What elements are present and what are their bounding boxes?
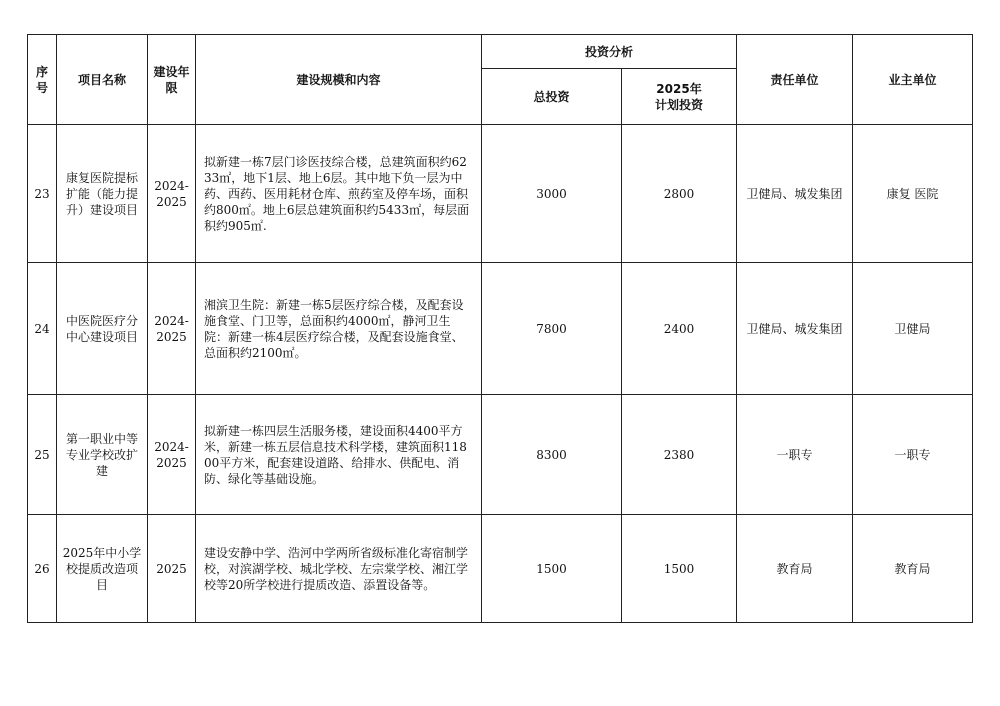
header-period: 建设年限 bbox=[148, 35, 196, 125]
cell-owner: 康复 医院 bbox=[853, 125, 973, 263]
cell-name: 康复医院提标扩能（能力提升）建设项目 bbox=[57, 125, 148, 263]
cell-total: 3000 bbox=[482, 125, 622, 263]
cell-seq: 25 bbox=[28, 395, 57, 515]
cell-period: 2024-2025 bbox=[148, 263, 196, 395]
header-name: 项目名称 bbox=[57, 35, 148, 125]
cell-responsible: 卫健局、城发集团 bbox=[737, 125, 853, 263]
cell-owner: 一职专 bbox=[853, 395, 973, 515]
table-row bbox=[28, 515, 973, 623]
header-total: 总投资 bbox=[482, 69, 622, 125]
cell-responsible: 教育局 bbox=[737, 515, 853, 623]
cell-plan: 1500 bbox=[622, 515, 737, 623]
cell-responsible: 卫健局、城发集团 bbox=[737, 263, 853, 395]
cell-responsible: 一职专 bbox=[737, 395, 853, 515]
cell-name: 中医院医疗分中心建设项目 bbox=[57, 263, 148, 395]
cell-period: 2024-2025 bbox=[148, 125, 196, 263]
cell-scope: 拟新建一栋四层生活服务楼，建设面积4400平方米，新建一栋五层信息技术科学楼，建筑面积11800平方米，配套建设道路、给排水、供配电、消防、绿化等基础设施。 bbox=[196, 395, 482, 515]
cell-plan: 2400 bbox=[622, 263, 737, 395]
table-row bbox=[28, 125, 973, 263]
table-row bbox=[28, 395, 973, 515]
cell-owner: 卫健局 bbox=[853, 263, 973, 395]
cell-name: 2025年中小学校提质改造项目 bbox=[57, 515, 148, 623]
cell-total: 1500 bbox=[482, 515, 622, 623]
header-owner: 业主单位 bbox=[853, 35, 973, 125]
header-responsible: 责任单位 bbox=[737, 35, 853, 125]
cell-total: 7800 bbox=[482, 263, 622, 395]
cell-period: 2025 bbox=[148, 515, 196, 623]
table-row bbox=[28, 263, 973, 395]
header-scope: 建设规模和内容 bbox=[196, 35, 482, 125]
cell-scope: 建设安静中学、浩河中学两所省级标准化寄宿制学校，对滨湖学校、城北学校、左宗棠学校、湘江学校等20所学校进行提质改造、添置设备等。 bbox=[196, 515, 482, 623]
cell-seq: 26 bbox=[28, 515, 57, 623]
cell-scope: 湘滨卫生院：新建一栋5层医疗综合楼，及配套设施食堂、门卫等，总面积约4000㎡，静河卫生院：新建一栋4层医疗综合楼，及配套设施食堂、总面积约2100㎡。 bbox=[196, 263, 482, 395]
cell-plan: 2380 bbox=[622, 395, 737, 515]
cell-plan: 2800 bbox=[622, 125, 737, 263]
cell-owner: 教育局 bbox=[853, 515, 973, 623]
cell-seq: 24 bbox=[28, 263, 57, 395]
header-plan-2025: 2025年 计划投资 bbox=[622, 69, 737, 125]
cell-period: 2024-2025 bbox=[148, 395, 196, 515]
header-seq: 序号 bbox=[28, 35, 57, 125]
project-table bbox=[27, 34, 973, 623]
cell-scope: 拟新建一栋7层门诊医技综合楼，总建筑面积约6233㎡，地下1层、地上6层。其中地下负一层为中药、西药、医用耗材仓库、煎药室及停车场，面积约800㎡。地上6层总建筑面积约5433㎡，每层面积约905㎡. bbox=[196, 125, 482, 263]
cell-seq: 23 bbox=[28, 125, 57, 263]
header-investment: 投资分析 bbox=[482, 35, 737, 69]
cell-name: 第一职业中等专业学校改扩建 bbox=[57, 395, 148, 515]
cell-total: 8300 bbox=[482, 395, 622, 515]
